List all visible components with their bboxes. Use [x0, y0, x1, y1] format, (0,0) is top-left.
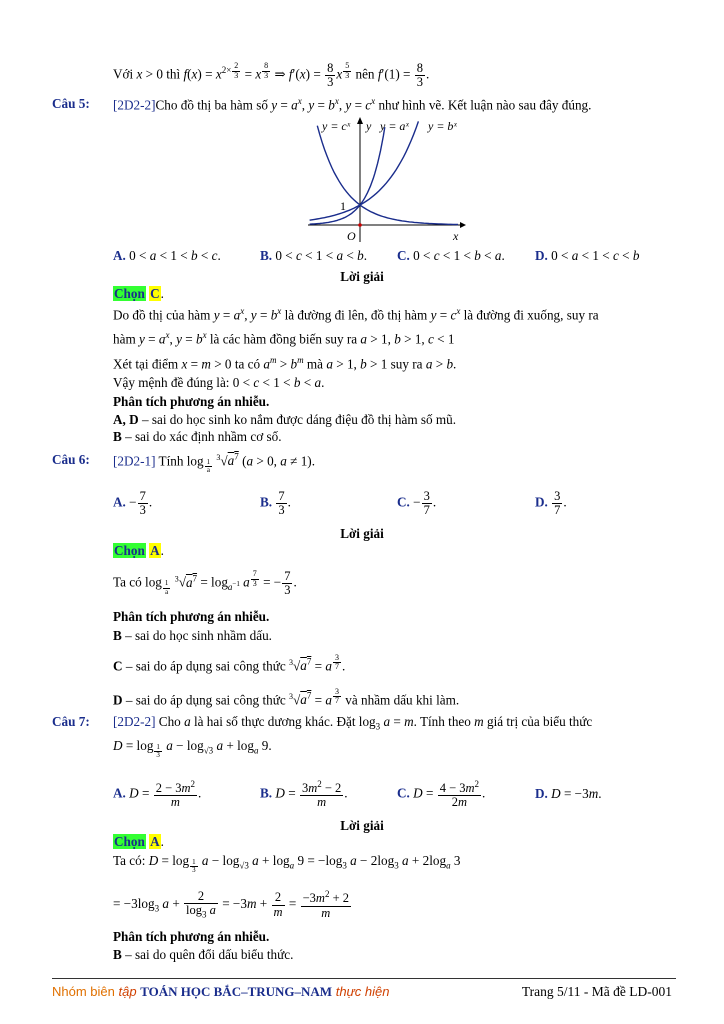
curve-b — [310, 121, 419, 220]
q7-header — [52, 714, 90, 730]
q7-chon: Chọn A. — [114, 834, 164, 849]
q6-chon: Chọn A. — [114, 543, 164, 558]
q6-distractor-b: B – sai do học sinh nhầm dấu. — [113, 628, 272, 643]
q5-option-b: B. 0 < c < 1 < a < b. — [260, 248, 368, 263]
footer-page: Trang 5/11 - Mã đề LD-001 — [521, 984, 672, 999]
q5-option-a: A. 0 < a < 1 < b < c. — [113, 248, 221, 263]
y-axis-arrow — [357, 117, 363, 124]
q6-question: [2D2-1] Tính log $_{\frac{1}{a}}$ $^3√a^7$ (a > 0, a ≠ 1). — [113, 452, 315, 475]
q7-line1: Ta có: D = log $_{\frac{1}{3}}$ $a - \log_{√3} a + \log_a 9 = -\log_3$ $a - 2\log_3$ $a + 2\log_a$ 3 — [113, 853, 461, 875]
label-one: 1 — [340, 199, 346, 213]
q6-option-b: B. $\frac{7}{3}$ . — [260, 489, 291, 518]
curve-c — [317, 126, 458, 225]
q5-label: Câu 5: — [52, 96, 90, 111]
q5-line3: Xét tại điểm x = m > 0 ta có $a^m > b^m$ mà a > 1, b > 1 suy ra a > b. — [113, 355, 457, 372]
q7-option-d: D. D = −3m. — [535, 786, 602, 801]
q7-label: Câu 7: — [52, 714, 90, 729]
q5-distractor-ad: A, D – sai do học sinh ko nắm được dáng điệu đồ thị hàm số mũ. — [113, 412, 457, 427]
curve-a — [310, 127, 385, 224]
q6-line1: Ta có log $_{\frac{1}{a}}$ $^3√a^7 = \log_{a^{-1}} a$ $^{\frac{7}{3}}$ = − $\frac{7}{3}$ . — [113, 569, 297, 598]
label-y: y — [366, 119, 372, 133]
q5-chon: Chọn C. — [114, 286, 164, 301]
q7-line2: = $-3\log_3$ a + $\frac{2}{\log_3 a}$ = −3m + $\frac{2}{m}$ = $\frac{-3m^2 + 2}{m}$ — [113, 889, 349, 920]
q6-distractor-c: C – sai do áp dụng sai công thức $^3√a^7 = a$ $^{\frac{3}{7}}$ . — [113, 653, 346, 674]
q5-header — [52, 96, 90, 112]
q7-expression: D = log $_{\frac{1}{3}}$ $a - \log_{√3} a + \log_a 9$. — [113, 738, 272, 760]
q6-option-c: C. − $\frac{3}{7}$ . — [397, 489, 437, 518]
label-a: y = aˣ — [380, 119, 409, 133]
origin-point — [358, 223, 362, 227]
q5-line4: Vậy mệnh đề đúng là: 0 < c < 1 < b < a. — [113, 375, 325, 390]
q5-line1: Do đồ thị của hàm $y = a^x$, $y = b^x$ là đường đi lên, đồ thị hàm $y = c^x$ là đường đi xuống, suy ra — [113, 306, 599, 323]
q5-question: [2D2-2]Cho đồ thị ba hàm số $y = a^x$, $y = b^x$, $y = c^x$ như hình vẽ. Kết luận nào sau đây đúng. — [113, 96, 592, 113]
q7-distractor-b: B – sai do quên đổi dấu biểu thức. — [113, 947, 294, 962]
q7-question: [2D2-2] Cho a là hai số thực dương khác. Đặt $\log_3 a = m$. Tính theo m giá trị của biểu thức — [113, 714, 593, 732]
q7-option-c: C. D = $\frac{4 - 3m^2}{2m}$ . — [397, 779, 486, 810]
footer-group: Nhóm biên tập TOÁN HỌC BẮC–TRUNG–NAM thực hiện — [52, 984, 390, 999]
footer-divider — [52, 978, 676, 979]
q5-solution-title: Lời giải — [340, 269, 384, 284]
q6-option-d: D. $\frac{3}{7}$ . — [535, 489, 567, 518]
q6-analysis-title: Phân tích phương án nhiễu. — [113, 609, 270, 624]
q5-option-c: C. 0 < c < 1 < b < a. — [397, 248, 505, 263]
label-o: O — [347, 229, 356, 243]
q7-analysis-title: Phân tích phương án nhiễu. — [113, 929, 270, 944]
intro-line: Với x > 0 thì $f(x) = x^{2\times \frac{2}{3}}$ = x $^{\frac{8}{3}}$ ⇒ f′(x) = $\frac{8}{3}$ x $^{\frac{5}{3}}$ nên f′(1) = $\frac{8}{3}$ . — [113, 61, 430, 90]
q6-option-a: A. − $\frac{7}{3}$ . — [113, 489, 153, 518]
label-c: y = cˣ — [322, 119, 351, 133]
intro-text: Với — [113, 66, 134, 82]
q5-line2: hàm $y = a^x$, $y = b^x$ là các hàm đồng biến suy ra a > 1, b > 1, c < 1 — [113, 330, 455, 347]
q7-option-a: A. D = $\frac{2 - 3m^2}{m}$ . — [113, 779, 202, 810]
label-b: y = bˣ — [428, 119, 457, 133]
q6-solution-title: Lời giải — [340, 526, 384, 541]
q6-distractor-d: D – sai do áp dụng sai công thức $^3√a^7 = a$ $^{\frac{3}{7}}$ và nhầm dấu khi làm. — [113, 687, 460, 708]
q7-option-b: B. D = $\frac{3m^2 - 2}{m}$ . — [260, 779, 348, 810]
q6-header — [52, 452, 90, 468]
q5-option-d: D. 0 < a < 1 < c < b — [535, 248, 640, 263]
label-x: x — [453, 229, 459, 243]
q5-distractor-b: B – sai do xác định nhầm cơ số. — [113, 429, 282, 444]
exponential-graph — [300, 116, 470, 246]
x-axis-arrow — [460, 222, 466, 228]
q6-label: Câu 6: — [52, 452, 90, 467]
q7-solution-title: Lời giải — [340, 818, 384, 833]
q5-analysis-title: Phân tích phương án nhiễu. — [113, 394, 270, 409]
